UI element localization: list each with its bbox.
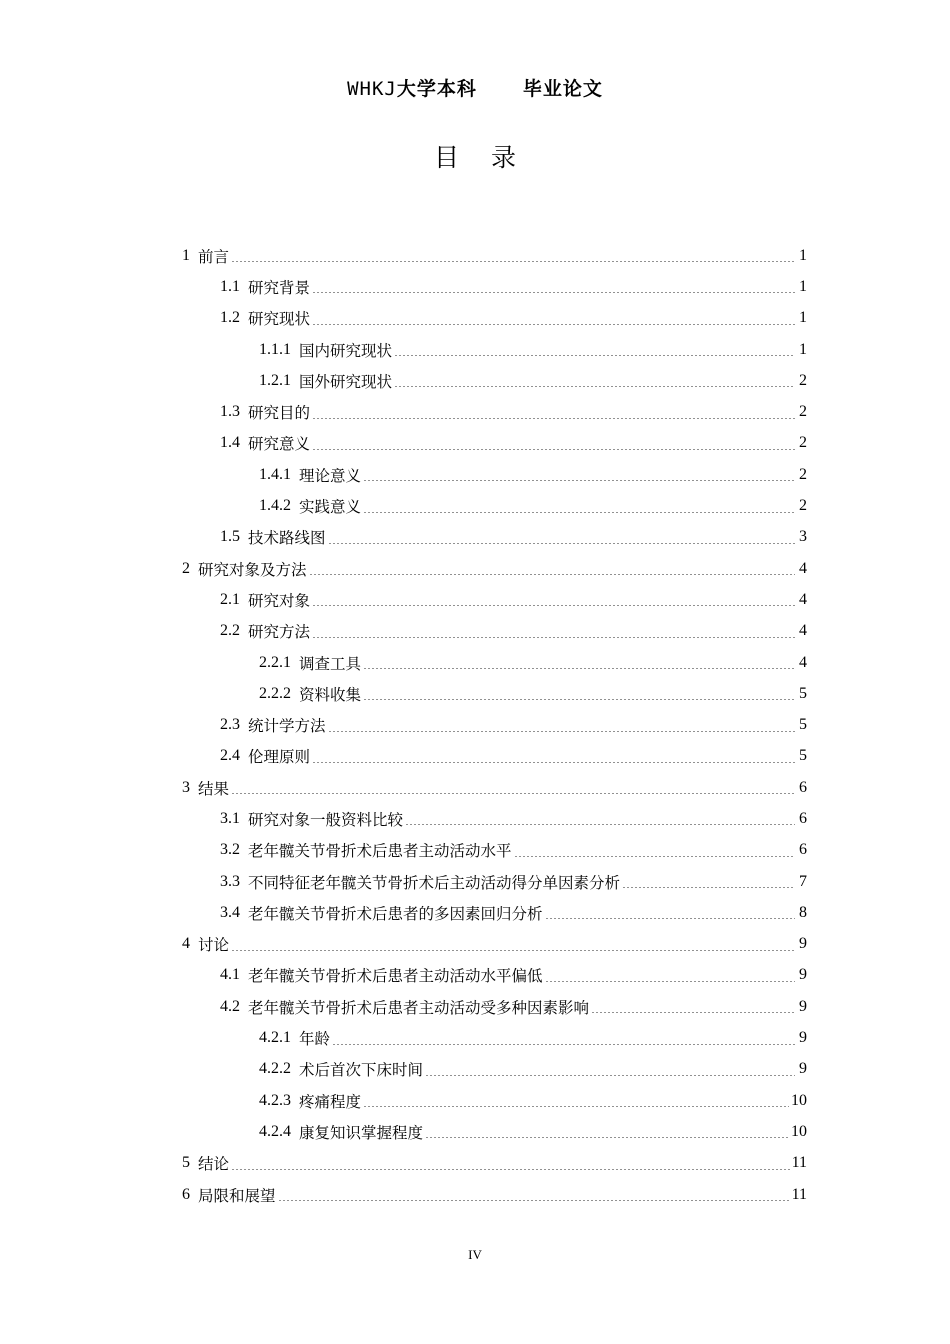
header-doc-type: 毕业论文 [522, 78, 603, 100]
page-number: IV [468, 1247, 482, 1262]
toc-entry-page: 4 [799, 622, 807, 640]
toc-entry[interactable] [182, 991, 807, 1022]
toc-entry-number: 4.2.3 [259, 1091, 291, 1109]
toc-entry-number: 4.2.4 [259, 1122, 291, 1140]
toc-entry-title: 老年髋关节骨折术后患者主动活动水平 [248, 842, 512, 861]
dot-leader [309, 574, 795, 575]
dot-leader [363, 668, 795, 669]
toc-entry-page: 9 [799, 1029, 807, 1047]
toc-entry-number: 4.2.1 [259, 1029, 291, 1047]
toc-entry-title: 国外研究现状 [299, 372, 393, 391]
toc-entry-page: 1 [799, 309, 807, 327]
dot-leader [394, 386, 795, 387]
toc-entry[interactable] [182, 1179, 807, 1210]
toc-entry-title: 疼痛程度 [299, 1092, 362, 1111]
toc-entry-number: 1.4.2 [259, 497, 291, 515]
toc-entry-number: 1.2.1 [259, 371, 291, 389]
toc-entry-number: 4.2 [220, 997, 240, 1015]
toc-entry-title: 老年髋关节骨折术后患者主动活动水平偏低 [248, 967, 543, 986]
toc-entry-title: 结果 [198, 779, 230, 798]
toc-entry-page: 2 [799, 465, 807, 483]
toc-entry[interactable] [182, 522, 807, 553]
toc-entry-title: 结论 [198, 1155, 230, 1174]
toc-entry-page: 3 [799, 528, 807, 546]
toc-entry-page: 6 [799, 841, 807, 859]
toc-entry-number: 1.5 [220, 528, 240, 546]
toc-entry-page: 4 [799, 559, 807, 577]
toc-entry-title: 老年髋关节骨折术后患者的多因素回归分析 [248, 904, 543, 923]
toc-entry[interactable] [182, 1054, 807, 1085]
toc-entry-number: 1.1 [220, 277, 240, 295]
toc-entry-page: 9 [799, 935, 807, 953]
toc-entry-page: 1 [799, 277, 807, 295]
toc-entry[interactable] [182, 647, 807, 678]
toc-entry-page: 2 [799, 403, 807, 421]
dot-leader [312, 324, 795, 325]
toc-entry-number: 1.2 [220, 309, 240, 327]
dot-leader [363, 1106, 789, 1107]
dot-leader [231, 950, 795, 951]
toc-entry-title: 实践意义 [299, 498, 362, 517]
toc-entry[interactable] [182, 678, 807, 709]
dot-leader [545, 918, 795, 919]
dot-leader [363, 512, 795, 513]
toc-entry[interactable] [182, 459, 807, 490]
dot-leader [231, 793, 795, 794]
toc-entry-number: 2.2 [220, 622, 240, 640]
toc-entry[interactable] [182, 929, 807, 960]
dot-leader [425, 1075, 795, 1076]
toc-entry-title: 前言 [198, 247, 230, 266]
toc-entry-title: 理论意义 [299, 466, 362, 485]
toc-entry-number: 2.4 [220, 747, 240, 765]
toc-entry-number: 2.1 [220, 590, 240, 608]
toc-entry-number: 3 [182, 778, 190, 796]
toc-entry-title: 研究意义 [248, 435, 311, 454]
toc-entry-number: 5 [182, 1154, 190, 1172]
dot-leader [312, 449, 795, 450]
toc-entry-title: 调查工具 [299, 654, 362, 673]
toc-entry-page: 9 [799, 1060, 807, 1078]
toc-entry[interactable] [182, 897, 807, 928]
toc-entry-title: 国内研究现状 [299, 341, 393, 360]
dot-leader [514, 856, 795, 857]
dot-leader [312, 637, 795, 638]
toc-entry-title: 研究现状 [248, 310, 311, 329]
toc-entry-page: 6 [799, 809, 807, 827]
toc-entry-title: 研究目的 [248, 404, 311, 423]
toc-entry[interactable] [182, 271, 807, 302]
toc-entry-number: 3.2 [220, 841, 240, 859]
toc-entry-title: 研究背景 [248, 278, 311, 297]
dot-leader [425, 1137, 789, 1138]
dot-leader [231, 261, 795, 262]
toc-entry-number: 3.4 [220, 903, 240, 921]
toc-entry[interactable] [182, 1022, 807, 1053]
dot-leader [328, 731, 795, 732]
toc-entry[interactable] [182, 960, 807, 991]
toc-entry-page: 1 [799, 246, 807, 264]
dot-leader [328, 543, 795, 544]
toc-entry-page: 8 [799, 903, 807, 921]
toc-entry-number: 1.4.1 [259, 465, 291, 483]
toc-entry-number: 2.3 [220, 716, 240, 734]
toc-entry[interactable] [182, 866, 807, 897]
dot-leader [622, 887, 795, 888]
toc-entry[interactable] [182, 772, 807, 803]
toc-entry-number: 4.2.2 [259, 1060, 291, 1078]
toc-entry[interactable] [182, 334, 807, 365]
toc-entry-number: 3.1 [220, 809, 240, 827]
toc-entry-page: 5 [799, 747, 807, 765]
toc-entry-page: 11 [791, 1154, 807, 1172]
toc-entry-number: 2.2.1 [259, 653, 291, 671]
toc-entry[interactable] [182, 1116, 807, 1147]
toc-entry[interactable] [182, 428, 807, 459]
toc-entry-title: 局限和展望 [198, 1186, 276, 1205]
toc-entry-page: 5 [799, 716, 807, 734]
toc-entry[interactable] [182, 584, 807, 615]
toc-entry-page: 6 [799, 778, 807, 796]
header-school: 大学本科 [396, 78, 477, 100]
toc-entry-title: 年龄 [299, 1030, 331, 1049]
toc-entry-page: 11 [791, 1185, 807, 1203]
toc-entry-title: 老年髋关节骨折术后患者主动活动受多种因素影响 [248, 998, 590, 1017]
toc-entry-page: 4 [799, 653, 807, 671]
toc-entry-title: 研究对象及方法 [198, 560, 307, 579]
toc-entry-title: 康复知识掌握程度 [299, 1123, 424, 1142]
toc-entry-number: 4 [182, 935, 190, 953]
toc-entry-page: 10 [791, 1091, 807, 1109]
dot-leader [332, 1044, 795, 1045]
dot-leader [363, 699, 795, 700]
toc-entry-number: 4.1 [220, 966, 240, 984]
toc-entry[interactable] [182, 741, 807, 772]
dot-leader [312, 762, 795, 763]
dot-leader [231, 1169, 790, 1170]
toc-entry-title: 伦理原则 [248, 748, 311, 767]
toc-entry[interactable] [182, 835, 807, 866]
toc-entry[interactable] [182, 240, 807, 271]
toc-entry-title: 术后首次下床时间 [299, 1061, 424, 1080]
toc-entry-title: 技术路线图 [248, 529, 326, 548]
toc-entry-number: 2.2.2 [259, 684, 291, 702]
dot-leader [405, 824, 795, 825]
toc-entry-title: 讨论 [198, 936, 230, 955]
page-header [0, 74, 950, 101]
dot-leader [312, 605, 795, 606]
toc-entry-page: 9 [799, 966, 807, 984]
toc-entry[interactable] [182, 303, 807, 334]
toc-entry-page: 2 [799, 434, 807, 452]
toc-entry-title: 资料收集 [299, 685, 362, 704]
toc-entry[interactable] [182, 1148, 807, 1179]
toc-entry-title: 研究对象一般资料比较 [248, 810, 404, 829]
toc-entry-page: 10 [791, 1122, 807, 1140]
toc-entry-page: 2 [799, 497, 807, 515]
dot-leader [394, 355, 795, 356]
dot-leader [312, 292, 795, 293]
dot-leader [591, 1012, 795, 1013]
toc-entry-number: 1.1.1 [259, 340, 291, 358]
toc-entry-page: 2 [799, 371, 807, 389]
dot-leader [363, 480, 795, 481]
toc-entry-title: 统计学方法 [248, 717, 326, 736]
toc-entry[interactable] [182, 553, 807, 584]
header-code: WHKJ [347, 78, 397, 100]
toc-entry[interactable] [182, 365, 807, 396]
toc-title: 目录 [433, 143, 548, 172]
toc-entry[interactable] [182, 616, 807, 647]
toc-entry-number: 1.3 [220, 403, 240, 421]
toc-entry-number: 2 [182, 559, 190, 577]
toc-entry-page: 1 [799, 340, 807, 358]
toc-entry[interactable] [182, 396, 807, 427]
table-of-contents [182, 240, 807, 1210]
toc-entry-title: 不同特征老年髋关节骨折术后主动活动得分单因素分析 [248, 873, 621, 892]
dot-leader [278, 1200, 790, 1201]
toc-entry[interactable] [182, 490, 807, 521]
toc-entry[interactable] [182, 1085, 807, 1116]
toc-entry-page: 5 [799, 684, 807, 702]
toc-entry-title: 研究对象 [248, 591, 311, 610]
toc-entry-number: 3.3 [220, 872, 240, 890]
toc-entry-page: 4 [799, 590, 807, 608]
dot-leader [312, 418, 795, 419]
toc-entry-page: 9 [799, 997, 807, 1015]
toc-entry-title: 研究方法 [248, 623, 311, 642]
toc-entry-number: 6 [182, 1185, 190, 1203]
toc-entry-number: 1.4 [220, 434, 240, 452]
dot-leader [545, 981, 795, 982]
toc-entry[interactable] [182, 709, 807, 740]
toc-entry-page: 7 [799, 872, 807, 890]
toc-entry[interactable] [182, 803, 807, 834]
toc-entry-number: 1 [182, 246, 190, 264]
